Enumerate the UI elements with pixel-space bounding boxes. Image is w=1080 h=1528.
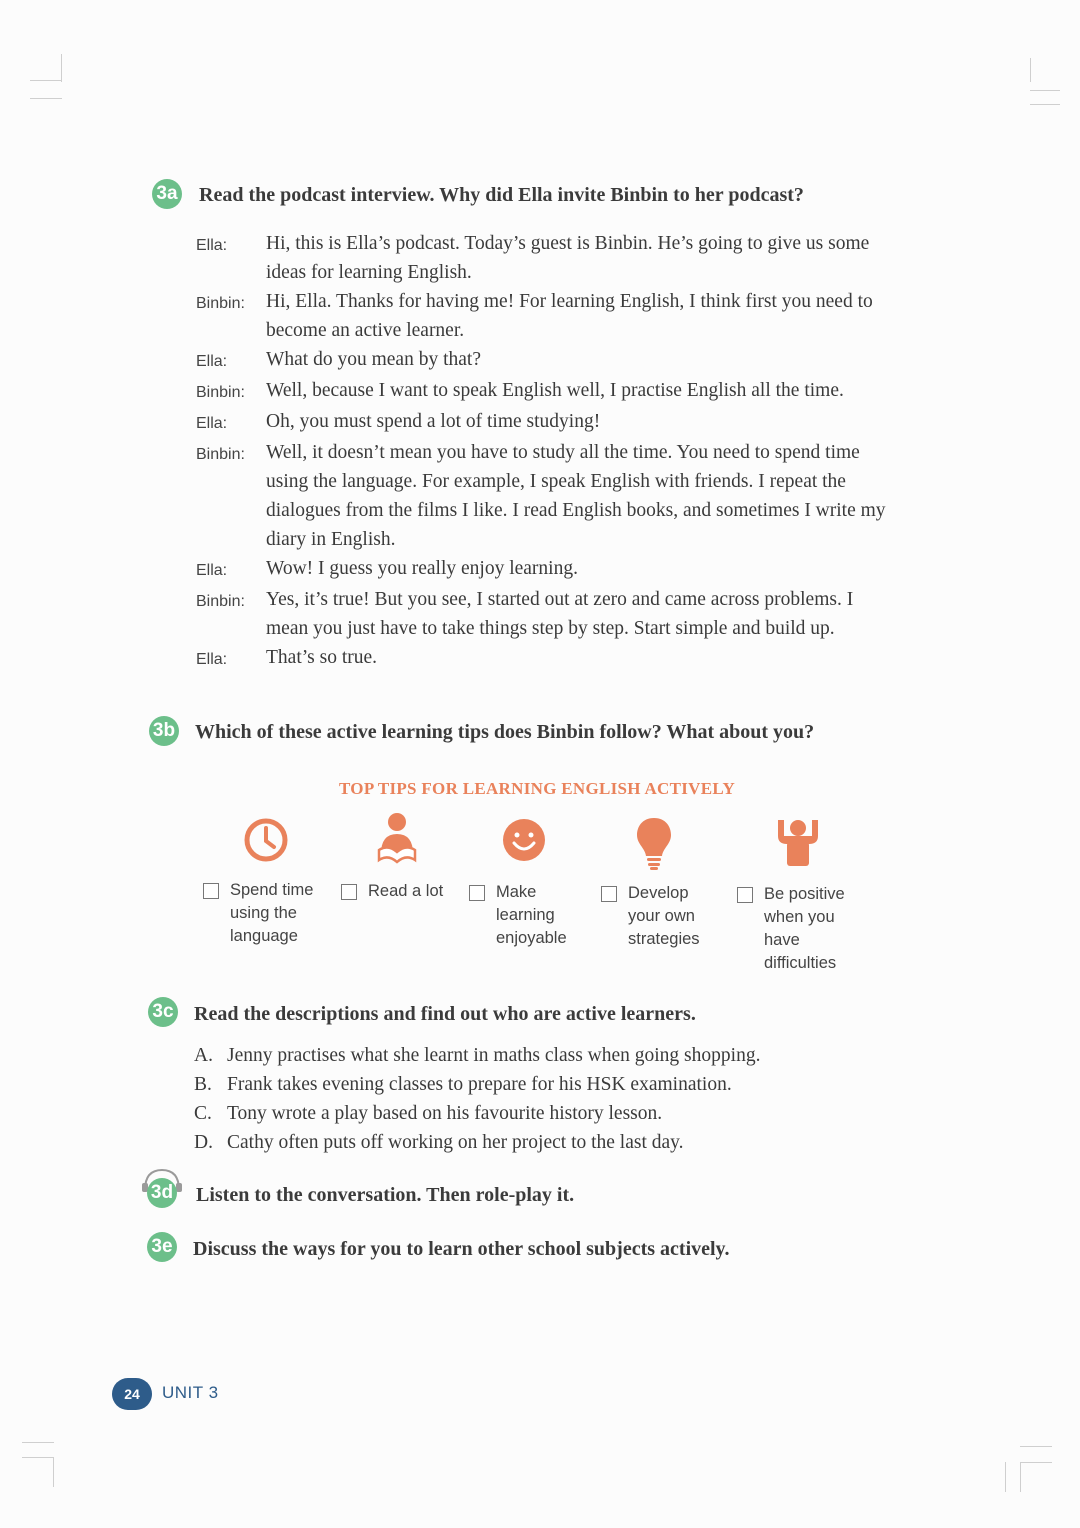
crop-mark (1030, 90, 1060, 91)
dialogue-line (196, 554, 896, 585)
dialogue-text: That’s so true. (266, 647, 378, 668)
dialogue-text: Well, it doesn’t mean you have to study all the time. You need to spend time using the language. For example, I speak English with friends. I repeat the dialogues from the films I like. I read English books, and sometimes I write my diary in English. (266, 442, 886, 550)
crop-mark (30, 98, 62, 99)
crop-mark (22, 1442, 54, 1443)
tip-label: Develop your own strategies (628, 884, 700, 948)
tip-checkbox[interactable] (469, 885, 485, 901)
dialogue-line (196, 229, 896, 287)
speaker-name: Ella: (196, 237, 228, 254)
dialogue-text: What do you mean by that? (266, 349, 481, 370)
clock-icon (241, 814, 291, 870)
crop-mark (61, 54, 62, 82)
dialogue-text: Well, because I want to speak English well, I practise English all the time. (266, 380, 844, 401)
dialogue-line (196, 345, 896, 376)
section-heading-3d: Listen to the conversation. Then role-play it. (196, 1184, 575, 1206)
speaker-name: Binbin: (196, 384, 245, 401)
speaker-name: Ella: (196, 562, 228, 579)
tip-label: Make learning enjoyable (496, 883, 567, 947)
item-text: Frank takes evening classes to prepare for his HSK examination. (227, 1074, 732, 1095)
dialogue-line (196, 585, 896, 643)
tip-checkbox[interactable] (737, 887, 753, 903)
crop-mark (1030, 104, 1060, 105)
tip-read-a-lot[interactable] (341, 880, 443, 903)
tip-make-learning-enjoyable[interactable] (469, 881, 567, 950)
tip-checkbox[interactable] (601, 886, 617, 902)
crop-mark (1020, 1462, 1021, 1492)
dialogue-line (196, 438, 896, 554)
section-badge-3b: 3b (149, 716, 179, 746)
crop-mark (1030, 58, 1031, 82)
learner-descriptions-list (194, 1041, 894, 1157)
section-badge-3d: 3d (147, 1178, 177, 1208)
item-text: Tony wrote a play based on his favourite history lesson. (227, 1103, 663, 1124)
dialogue-line (196, 287, 896, 345)
speaker-name: Binbin: (196, 446, 245, 463)
dialogue-text: Hi, Ella. Thanks for having me! For learning English, I think first you need to become an active learner. (266, 291, 873, 341)
dialogue-text: Wow! I guess you really enjoy learning. (266, 558, 578, 579)
cheering-person-icon (773, 814, 823, 870)
dialogue-line (196, 407, 896, 438)
page-number: 24 (112, 1378, 152, 1410)
crop-mark (22, 1457, 54, 1458)
section-heading-3e: Discuss the ways for you to learn other school subjects actively. (193, 1238, 730, 1260)
tip-label: Read a lot (368, 882, 444, 900)
item-text: Jenny practises what she learnt in maths class when going shopping. (227, 1045, 761, 1066)
section-heading-3a: Read the podcast interview. Why did Ella invite Binbin to her podcast? (199, 184, 804, 206)
list-item (194, 1099, 894, 1128)
speaker-name: Binbin: (196, 295, 245, 312)
item-letter: D. (194, 1132, 213, 1153)
section-heading-3c: Read the descriptions and find out who are active learners. (194, 1003, 696, 1025)
tip-spend-time[interactable] (203, 879, 313, 948)
item-letter: A. (194, 1045, 213, 1066)
tip-label: Spend time using the language (230, 881, 314, 945)
crop-mark (1020, 1462, 1052, 1463)
crop-mark (1005, 1462, 1006, 1492)
dialogue-text: Yes, it’s true! But you see, I started out at zero and came across problems. I mean you just have to take things step by step. Start simple and build up. (266, 589, 854, 639)
crop-mark (1020, 1446, 1052, 1447)
item-letter: B. (194, 1074, 212, 1095)
section-badge-3c: 3c (148, 997, 178, 1027)
dialogue-line (196, 643, 896, 674)
item-letter: C. (194, 1103, 212, 1124)
section-badge-3a: 3a (152, 179, 182, 209)
dialogue-text: Oh, you must spend a lot of time studying! (266, 411, 601, 432)
item-text: Cathy often puts off working on her project to the last day. (227, 1132, 684, 1153)
lightbulb-icon (629, 814, 679, 870)
crop-mark (30, 80, 62, 81)
podcast-dialogue (196, 229, 896, 674)
tip-label: Be positive when you have difficulties (764, 885, 845, 972)
reading-person-icon (372, 810, 422, 866)
tips-title: TOP TIPS FOR LEARNING ENGLISH ACTIVELY (338, 779, 736, 798)
unit-label: UNIT 3 (162, 1383, 219, 1402)
section-badge-3e: 3e (147, 1232, 177, 1262)
tip-checkbox[interactable] (341, 884, 357, 900)
list-item (194, 1041, 894, 1070)
list-item (194, 1128, 894, 1157)
speaker-name: Ella: (196, 415, 228, 432)
speaker-name: Ella: (196, 353, 228, 370)
tip-be-positive[interactable] (737, 883, 845, 975)
speaker-name: Binbin: (196, 593, 245, 610)
section-heading-3b: Which of these active learning tips does Binbin follow? What about you? (195, 721, 815, 743)
dialogue-line (196, 376, 896, 407)
tip-checkbox[interactable] (203, 883, 219, 899)
crop-mark (53, 1457, 54, 1487)
smiley-face-icon (499, 814, 549, 870)
dialogue-text: Hi, this is Ella’s podcast. Today’s guest is Binbin. He’s going to give us some ideas for learning English. (266, 233, 870, 283)
list-item (194, 1070, 894, 1099)
tip-develop-strategies[interactable] (601, 882, 700, 951)
speaker-name: Ella: (196, 651, 228, 668)
